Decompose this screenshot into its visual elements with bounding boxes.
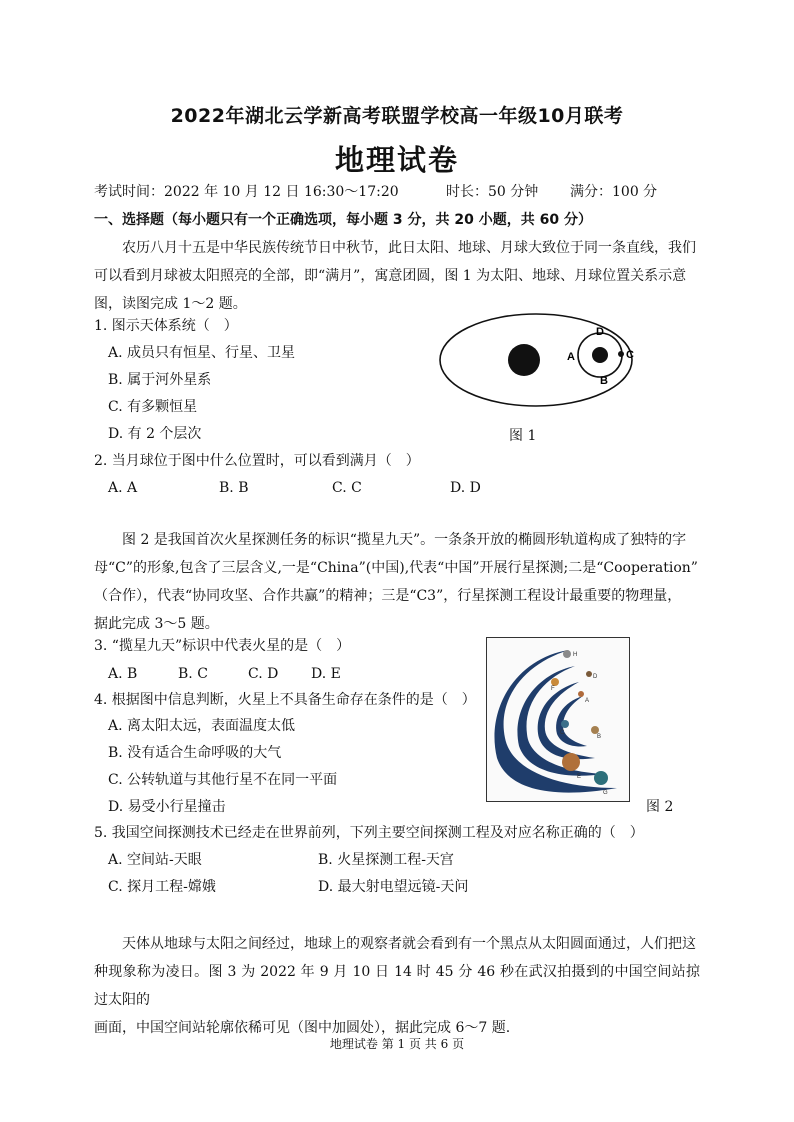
label-a: A: [585, 698, 590, 704]
figure-1-orbit-diagram: [436, 310, 656, 418]
page-footer: 地理试卷 第 1 页 共 6 页: [329, 1037, 465, 1051]
figure-2-mars-mission-logo: [486, 637, 630, 802]
point-b-label: B: [600, 375, 608, 387]
question-3-option-c: C. D: [248, 666, 279, 682]
question-5-option-b: B. 火星探测工程-天宫: [318, 852, 454, 868]
point-c-label: C: [626, 349, 634, 361]
point-a-label: A: [567, 351, 575, 363]
label-e: E: [577, 774, 582, 780]
question-2-option-d: D. D: [450, 480, 481, 496]
planet-b-icon: [591, 726, 599, 734]
passage-2-line-2: 母“C”的形象,包含了三层含义,一是“China”(中国),代表“中国”开展行星探测;二是“Cooperation”: [94, 560, 698, 576]
passage-3: [94, 930, 700, 1042]
planet-f-icon: [551, 678, 559, 686]
passage-1: [94, 234, 700, 318]
passage-1-line-3: 图，读图完成 1～2 题。: [94, 296, 247, 312]
question-1-option-b: B. 属于河外星系: [108, 372, 212, 388]
question-4-stem: 4. 根据图中信息判断，火星上不具备生命存在条件的是（ ）: [94, 692, 476, 708]
passage-2-line-4: 据此完成 3～5 题。: [94, 616, 219, 632]
passage-3-line-3: 画面，中国空间站轮廓依稀可见（图中加圆处），据此完成 6～7 题.: [94, 1020, 511, 1036]
earth-icon: [592, 347, 608, 363]
label-h: H: [573, 652, 578, 658]
question-5-stem: 5. 我国空间探测技术已经走在世界前列，下列主要空间探测工程及对应名称正确的（ ）: [94, 825, 644, 841]
question-4-option-c: C. 公转轨道与其他行星不在同一平面: [108, 772, 338, 788]
planet-a-icon: [578, 691, 584, 697]
label-g: G: [603, 790, 608, 796]
question-4-option-a: A. 离太阳太远，表面温度太低: [108, 718, 296, 734]
question-2-stem: 2. 当月球位于图中什么位置时，可以看到满月（ ）: [94, 453, 420, 469]
question-5-option-c: C. 探月工程-嫦娥: [108, 879, 216, 895]
passage-3-line-1: 天体从地球与太阳之间经过，地球上的观察者就会看到有一个黑点从太阳圆面通过，人们把这: [122, 936, 696, 952]
question-2-option-a: A. A: [108, 480, 138, 496]
section-heading: 一、选择题（每小题只有一个正确选项，每小题 3 分，共 20 小题，共 60 分）: [94, 212, 592, 228]
question-1-stem: 1. 图示天体系统（ ）: [94, 318, 238, 334]
passage-2-line-1: 图 2 是我国首次火星探测任务的标识“揽星九天”。一条条开放的椭圆形轨道构成了独特的字: [122, 532, 687, 548]
passage-1-line-2: 可以看到月球被太阳照亮的全部，即“满月”，寓意团圆，图 1 为太阳、地球、月球位置关系示意: [94, 268, 687, 284]
question-2-option-c: C. C: [332, 480, 362, 496]
question-1-option-c: C. 有多颗恒星: [108, 399, 198, 415]
exam-duration: 时长：50 分钟: [446, 184, 539, 200]
exam-full-score: 满分：100 分: [570, 184, 658, 200]
exam-title: 2022年湖北云学新高考联盟学校高一年级10月联考: [170, 105, 624, 127]
label-d: D: [593, 674, 598, 680]
label-c: C: [560, 730, 565, 736]
question-3-option-d: D. E: [311, 666, 341, 682]
question-1-option-d: D. 有 2 个层次: [108, 426, 202, 442]
question-4-option-b: B. 没有适合生命呼吸的大气: [108, 745, 282, 761]
sun-icon: [508, 344, 540, 376]
passage-1-line-1: 农历八月十五是中华民族传统节日中秋节，此日太阳、地球、月球大致位于同一条直线，我们: [122, 240, 696, 256]
figure-2-caption: 图 2: [646, 799, 674, 815]
figure-1-caption: 图 1: [509, 428, 537, 444]
subject-title: 地理试卷: [334, 143, 459, 177]
planet-h-icon: [563, 650, 571, 658]
label-f: F: [551, 686, 555, 692]
question-4-option-d: D. 易受小行星撞击: [108, 799, 226, 815]
moon-icon: [618, 351, 624, 357]
question-3-option-a: A. B: [108, 666, 138, 682]
question-3-stem: 3. “揽星九天”标识中代表火星的是（ ）: [94, 638, 351, 654]
planet-d-icon: [586, 671, 592, 677]
question-1-option-a: A. 成员只有恒星、行星、卫星: [108, 345, 296, 361]
planet-e-icon: [562, 753, 580, 771]
passage-2-line-3: （合作），代表“协同攻坚、合作共赢”的精神；三是“C3”，行星探测工程设计最重要的物理量，: [94, 588, 682, 604]
logo-orbit-arcs: [494, 650, 617, 793]
question-3-option-b: B. C: [178, 666, 208, 682]
passage-3-line-2: 种现象称为凌日。图 3 为 2022 年 9 月 10 日 14 时 45 分 46 秒在武汉拍摄到的中国空间站掠过太阳的: [94, 964, 700, 1008]
question-2-option-b: B. B: [219, 480, 249, 496]
planet-c-icon: [561, 720, 569, 728]
point-d-label: D: [596, 326, 604, 338]
exam-time: 考试时间：2022 年 10 月 12 日 16:30～17:20: [94, 184, 399, 200]
passage-2: [94, 526, 700, 638]
planet-g-icon: [594, 771, 608, 785]
question-5-option-d: D. 最大射电望远镜-天问: [318, 879, 469, 895]
label-b: B: [597, 734, 602, 740]
question-5-option-a: A. 空间站-天眼: [108, 852, 202, 868]
